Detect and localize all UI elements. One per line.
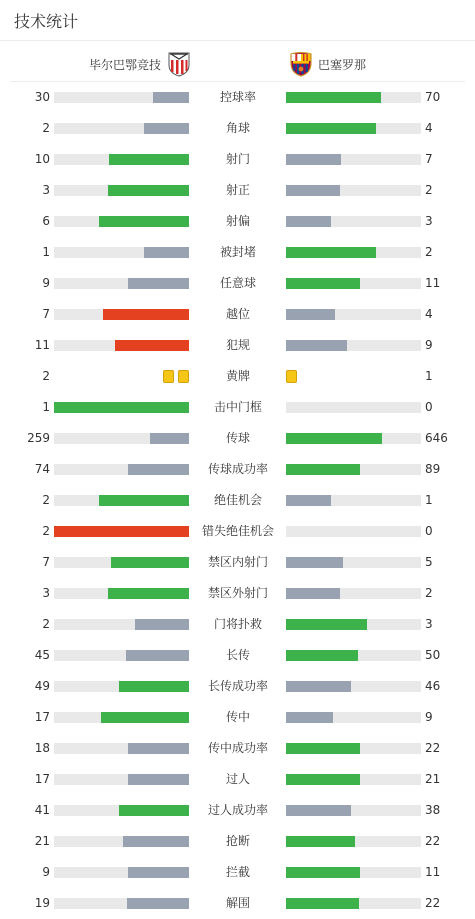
stat-label: 门将扑救 xyxy=(213,617,262,631)
home-stat-bar xyxy=(54,309,189,320)
home-stat-bar xyxy=(54,123,189,134)
stat-row xyxy=(0,113,475,144)
away-stat-bar xyxy=(286,154,421,165)
home-stat-bar xyxy=(54,278,189,289)
away-team-name: 巴塞罗那 xyxy=(318,57,367,72)
stat-row xyxy=(0,144,475,175)
stat-row xyxy=(0,82,475,113)
away-stat-bar xyxy=(286,805,421,816)
stat-label: 绝佳机会 xyxy=(213,493,262,507)
away-stat-bar xyxy=(286,123,421,134)
home-stat-bar-fill xyxy=(109,154,189,165)
away-stat-bar xyxy=(286,433,421,444)
home-stat-bar-fill xyxy=(144,247,189,258)
away-stat-value: 0 xyxy=(425,524,433,538)
home-stat-bar xyxy=(54,464,189,475)
away-stat-bar xyxy=(286,743,421,754)
home-stat-bar xyxy=(54,154,189,165)
away-stat-bar-fill xyxy=(286,92,381,103)
stat-row xyxy=(0,237,475,268)
home-stat-value: 7 xyxy=(42,555,50,569)
home-stat-value: 7 xyxy=(42,307,50,321)
stat-row xyxy=(0,485,475,516)
away-stat-bar xyxy=(286,588,421,599)
away-stat-value: 22 xyxy=(425,741,441,755)
home-yellow-cards xyxy=(163,370,189,383)
away-stat-bar xyxy=(286,526,421,537)
yellow-card-icon xyxy=(286,370,297,383)
stat-label: 禁区内射门 xyxy=(207,555,268,569)
stat-row xyxy=(0,857,475,888)
stat-label: 过人成功率 xyxy=(207,803,268,817)
stat-label: 射偏 xyxy=(225,214,250,228)
stat-label: 击中门框 xyxy=(213,400,262,414)
stat-label: 控球率 xyxy=(219,90,256,104)
stat-row xyxy=(0,764,475,795)
away-stat-bar xyxy=(286,712,421,723)
home-stat-bar-fill xyxy=(119,805,189,816)
stat-label: 角球 xyxy=(225,121,250,135)
stat-row xyxy=(0,454,475,485)
stat-label: 传中 xyxy=(225,710,250,724)
away-stat-value: 3 xyxy=(425,617,433,631)
home-stat-bar xyxy=(54,743,189,754)
stat-row xyxy=(0,392,475,423)
away-stat-bar-fill xyxy=(286,681,351,692)
home-stat-value: 2 xyxy=(42,369,50,383)
away-stat-bar-fill xyxy=(286,805,351,816)
home-stat-bar xyxy=(54,774,189,785)
stat-row xyxy=(0,547,475,578)
home-stat-value: 49 xyxy=(34,679,50,693)
home-stat-bar xyxy=(54,92,189,103)
home-stat-value: 1 xyxy=(42,400,50,414)
away-stat-value: 11 xyxy=(425,865,441,879)
home-stat-value: 30 xyxy=(34,90,50,104)
stat-label: 越位 xyxy=(225,307,250,321)
stat-label: 解围 xyxy=(225,896,250,910)
home-stat-bar-fill xyxy=(111,557,189,568)
away-stat-bar-fill xyxy=(286,557,343,568)
home-stat-bar-fill xyxy=(128,278,189,289)
home-stat-value: 259 xyxy=(27,431,50,445)
stat-label: 犯规 xyxy=(225,338,250,352)
home-stat-bar-fill xyxy=(54,402,189,413)
stat-label: 传球成功率 xyxy=(207,462,268,476)
home-stat-bar-fill xyxy=(101,712,189,723)
away-stat-bar-fill xyxy=(286,278,360,289)
home-stat-bar-fill xyxy=(99,216,189,227)
fc-barcelona-crest-icon xyxy=(289,51,313,77)
stat-label: 长传 xyxy=(225,648,250,662)
home-stat-bar-fill xyxy=(128,867,189,878)
home-stat-bar xyxy=(54,805,189,816)
away-stat-bar xyxy=(286,836,421,847)
home-stat-bar-fill xyxy=(153,92,189,103)
home-stat-bar-fill xyxy=(115,340,189,351)
home-stat-value: 9 xyxy=(42,865,50,879)
away-stat-bar-fill xyxy=(286,433,382,444)
away-stat-bar-fill xyxy=(286,898,359,909)
home-stat-bar xyxy=(54,216,189,227)
home-stat-bar xyxy=(54,867,189,878)
away-stat-value: 22 xyxy=(425,834,441,848)
away-stat-bar xyxy=(286,464,421,475)
away-stat-value: 89 xyxy=(425,462,441,476)
athletic-bilbao-crest-icon xyxy=(167,51,191,77)
stat-label: 传球 xyxy=(225,431,250,445)
yellow-card-icon xyxy=(178,370,189,383)
stat-label: 抢断 xyxy=(225,834,250,848)
home-stat-value: 2 xyxy=(42,524,50,538)
home-team-name: 毕尔巴鄂竞技 xyxy=(89,57,162,72)
home-stat-bar xyxy=(54,681,189,692)
stat-row xyxy=(0,578,475,609)
home-stat-bar xyxy=(54,185,189,196)
away-stat-bar-fill xyxy=(286,309,335,320)
home-stat-value: 9 xyxy=(42,276,50,290)
home-stat-bar xyxy=(54,340,189,351)
away-stat-value: 22 xyxy=(425,896,441,910)
home-stat-bar-fill xyxy=(108,185,189,196)
home-stat-bar xyxy=(54,433,189,444)
away-stat-bar xyxy=(286,495,421,506)
home-stat-bar-fill xyxy=(119,681,189,692)
home-stat-bar xyxy=(54,495,189,506)
home-team[interactable] xyxy=(89,51,191,77)
yellow-card-icon xyxy=(163,370,174,383)
home-stat-bar xyxy=(54,402,189,413)
home-stat-bar-fill xyxy=(144,123,189,134)
stat-row xyxy=(0,733,475,764)
home-stat-bar xyxy=(54,898,189,909)
away-stat-value: 646 xyxy=(425,431,448,445)
away-stat-bar-fill xyxy=(286,588,340,599)
stat-row xyxy=(0,609,475,640)
away-stat-bar-fill xyxy=(286,836,355,847)
home-stat-value: 11 xyxy=(34,338,50,352)
home-stat-bar-fill xyxy=(126,650,189,661)
stat-label: 拦截 xyxy=(225,865,250,879)
away-stat-bar xyxy=(286,650,421,661)
away-stat-bar xyxy=(286,278,421,289)
home-stat-bar xyxy=(54,557,189,568)
away-stat-value: 21 xyxy=(425,772,441,786)
stat-label: 黄牌 xyxy=(225,369,250,383)
home-stat-bar xyxy=(54,650,189,661)
home-stat-value: 2 xyxy=(42,121,50,135)
away-stat-bar xyxy=(286,898,421,909)
stat-label: 过人 xyxy=(225,772,250,786)
home-stat-bar xyxy=(54,526,189,537)
home-stat-value: 2 xyxy=(42,617,50,631)
home-stat-bar xyxy=(54,712,189,723)
stat-row xyxy=(0,516,475,547)
stats-header xyxy=(0,0,475,41)
away-stat-value: 9 xyxy=(425,710,433,724)
home-stat-bar-fill xyxy=(127,898,189,909)
stat-label: 禁区外射门 xyxy=(207,586,268,600)
home-stat-value: 3 xyxy=(42,586,50,600)
stats-list xyxy=(0,82,475,919)
home-stat-bar-fill xyxy=(128,774,189,785)
stat-label: 错失绝佳机会 xyxy=(201,524,274,538)
home-stat-value: 21 xyxy=(34,834,50,848)
stat-label: 射正 xyxy=(225,183,250,197)
away-stat-bar-fill xyxy=(286,619,367,630)
away-stat-value: 3 xyxy=(425,214,433,228)
away-stat-bar xyxy=(286,619,421,630)
home-stat-value: 18 xyxy=(34,741,50,755)
stat-row xyxy=(0,671,475,702)
page-title: 技术统计 xyxy=(14,11,79,31)
teams-row xyxy=(10,41,465,82)
away-stat-value: 2 xyxy=(425,245,433,259)
home-stat-bar-fill xyxy=(135,619,189,630)
away-stat-bar xyxy=(286,340,421,351)
away-stat-bar xyxy=(286,774,421,785)
home-stat-bar-fill xyxy=(99,495,189,506)
away-stat-value: 70 xyxy=(425,90,441,104)
away-stat-value: 7 xyxy=(425,152,433,166)
away-stat-value: 0 xyxy=(425,400,433,414)
away-stat-value: 1 xyxy=(425,369,433,383)
away-stat-bar-fill xyxy=(286,712,333,723)
away-stat-bar-fill xyxy=(286,185,340,196)
home-stat-value: 10 xyxy=(34,152,50,166)
away-stat-value: 38 xyxy=(425,803,441,817)
away-stat-bar-fill xyxy=(286,774,360,785)
stat-row xyxy=(0,206,475,237)
stat-row xyxy=(0,888,475,919)
stat-label: 射门 xyxy=(225,152,250,166)
away-stat-value: 2 xyxy=(425,586,433,600)
stat-row xyxy=(0,702,475,733)
stat-row xyxy=(0,175,475,206)
home-stat-bar-fill xyxy=(128,464,189,475)
away-stat-bar-fill xyxy=(286,495,331,506)
home-stat-bar-fill xyxy=(54,526,189,537)
away-stat-bar xyxy=(286,557,421,568)
home-stat-bar xyxy=(54,588,189,599)
away-stat-value: 4 xyxy=(425,121,433,135)
stat-label: 被封堵 xyxy=(219,245,256,259)
away-stat-value: 4 xyxy=(425,307,433,321)
away-stat-bar-fill xyxy=(286,216,331,227)
away-stat-bar-fill xyxy=(286,464,360,475)
away-stat-bar-fill xyxy=(286,340,347,351)
away-stat-value: 46 xyxy=(425,679,441,693)
away-stat-bar xyxy=(286,681,421,692)
away-stat-value: 50 xyxy=(425,648,441,662)
away-stat-bar-fill xyxy=(286,123,376,134)
stat-label: 长传成功率 xyxy=(207,679,268,693)
away-stat-value: 9 xyxy=(425,338,433,352)
home-stat-value: 6 xyxy=(42,214,50,228)
stat-row xyxy=(0,640,475,671)
away-yellow-cards xyxy=(286,370,297,383)
away-stat-bar xyxy=(286,402,421,413)
home-stat-value: 3 xyxy=(42,183,50,197)
away-team[interactable] xyxy=(289,51,366,77)
stat-row xyxy=(0,361,475,392)
away-stat-bar-fill xyxy=(286,247,376,258)
away-stat-bar-fill xyxy=(286,154,341,165)
stat-label: 传中成功率 xyxy=(207,741,268,755)
home-stat-value: 1 xyxy=(42,245,50,259)
away-stat-bar xyxy=(286,216,421,227)
home-stat-value: 41 xyxy=(34,803,50,817)
away-stat-bar-fill xyxy=(286,650,358,661)
away-stat-bar xyxy=(286,309,421,320)
away-stat-value: 1 xyxy=(425,493,433,507)
home-stat-value: 2 xyxy=(42,493,50,507)
away-stat-bar xyxy=(286,247,421,258)
away-stat-bar-fill xyxy=(286,867,360,878)
home-stat-bar-fill xyxy=(128,743,189,754)
home-stat-bar-fill xyxy=(123,836,189,847)
away-stat-bar xyxy=(286,867,421,878)
away-stat-value: 11 xyxy=(425,276,441,290)
away-stat-bar-fill xyxy=(286,743,360,754)
stat-row xyxy=(0,330,475,361)
away-stat-value: 5 xyxy=(425,555,433,569)
home-stat-bar-fill xyxy=(150,433,189,444)
away-stat-bar xyxy=(286,185,421,196)
home-stat-bar xyxy=(54,619,189,630)
home-stat-value: 17 xyxy=(34,710,50,724)
stat-row xyxy=(0,268,475,299)
away-stat-bar xyxy=(286,92,421,103)
home-stat-bar xyxy=(54,247,189,258)
stat-row xyxy=(0,795,475,826)
stat-row xyxy=(0,826,475,857)
home-stat-value: 17 xyxy=(34,772,50,786)
home-stat-bar xyxy=(54,836,189,847)
home-stat-value: 19 xyxy=(34,896,50,910)
stat-row xyxy=(0,299,475,330)
home-stat-value: 45 xyxy=(34,648,50,662)
away-stat-value: 2 xyxy=(425,183,433,197)
home-stat-value: 74 xyxy=(34,462,50,476)
stat-label: 任意球 xyxy=(219,276,256,290)
home-stat-bar-fill xyxy=(108,588,189,599)
stat-row xyxy=(0,423,475,454)
home-stat-bar-fill xyxy=(103,309,189,320)
